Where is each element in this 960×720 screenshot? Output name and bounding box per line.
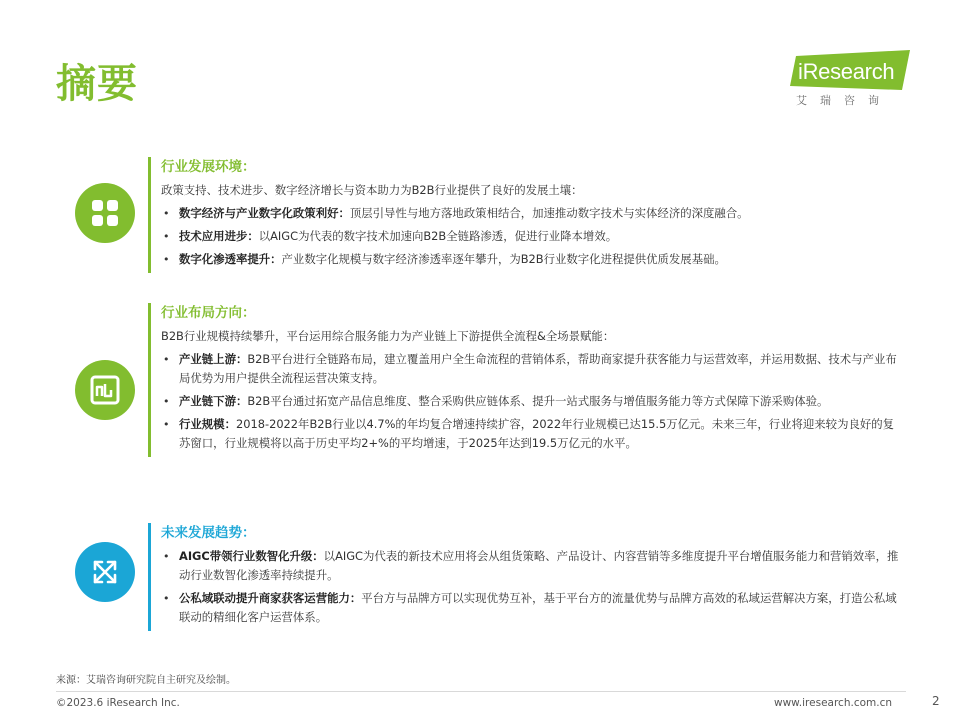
- page-title: 摘要: [56, 61, 138, 107]
- iresearch-logo: [790, 50, 920, 110]
- logo-subtext: 艾瑞咨询: [796, 94, 892, 107]
- section-intro: B2B行业规模持续攀升，平台运用综合服务能力为产业链上下游提供全流程&全场景赋能：: [161, 329, 615, 343]
- list-item: • 公私域联动提升商家获客运营能力：平台方与品牌方可以实现优势互补，基于平台方的流量优势与品牌方高效的私域运营解决方案，打造公私域联动的精细化客户运营体系。: [163, 591, 897, 624]
- logo-text: iResearch: [798, 59, 895, 84]
- list-item: • 数字化渗透率提升：产业数字化规模与数字经济渗透率逐年攀升，为B2B行业数字化进程提供优质发展基础。: [163, 252, 726, 266]
- list-item: • 产业链上游：B2B平台进行全链路布局，建立覆盖用户全生命流程的营销体系，帮助商家提升获客能力与运营效率，并运用数据、技术与产业布局优势为用户提供全流程运营决策支持。: [163, 352, 897, 385]
- source-note: 来源：艾瑞咨询研究院自主研究及绘制。: [56, 675, 236, 686]
- section-title: 未来发展趋势：: [161, 525, 256, 541]
- section-title: 行业布局方向：: [161, 305, 256, 321]
- chart-board-icon: [75, 360, 135, 420]
- section-industry-layout: [148, 303, 899, 457]
- list-item: • 产业链下游：B2B平台通过拓宽产品信息维度、整合采购供应链体系、提升一站式服务与增值服务能力等方式保障下游采购体验。: [163, 394, 829, 408]
- section-industry-environment: [148, 157, 899, 273]
- grid-apps-icon: [75, 183, 135, 243]
- list-item: • 技术应用进步：以AIGC为代表的数字技术加速向B2B全链路渗透，促进行业降本增效。: [163, 229, 618, 243]
- footer-divider: [56, 691, 906, 692]
- section-intro: 政策支持、技术进步、数字经济增长与资本助力为B2B行业提供了良好的发展土壤：: [161, 183, 583, 197]
- list-item: • 数字经济与产业数字化政策利好：顶层引导性与地方落地政策相结合，加速推动数字技术与实体经济的深度融合。: [163, 206, 749, 220]
- footer-copyright: ©2023.6 iResearch Inc.: [56, 697, 180, 709]
- footer-url[interactable]: www.iresearch.com.cn: [774, 697, 893, 709]
- section-title: 行业发展环境：: [161, 159, 256, 175]
- section-future-trends: [148, 523, 899, 631]
- list-item: • 行业规模：2018-2022年B2B行业以4.7%的年均复合增速持续扩容，2022年行业规模已达15.5万亿元。未来三年，行业将迎来较为良好的复苏窗口，行业规模将以高于历史平均2+%的平均增速，于2025年达到19.5万亿元的水平。: [163, 417, 895, 450]
- expand-arrows-icon: [75, 542, 135, 602]
- list-item: • AIGC带领行业数智化升级：以AIGC为代表的新技术应用将会从组货策略、产品设计、内容营销等多维度提升平台增值服务能力和营销效率，推动行业数智化渗透率持续提升。: [163, 549, 899, 582]
- page-number: 2: [932, 694, 940, 708]
